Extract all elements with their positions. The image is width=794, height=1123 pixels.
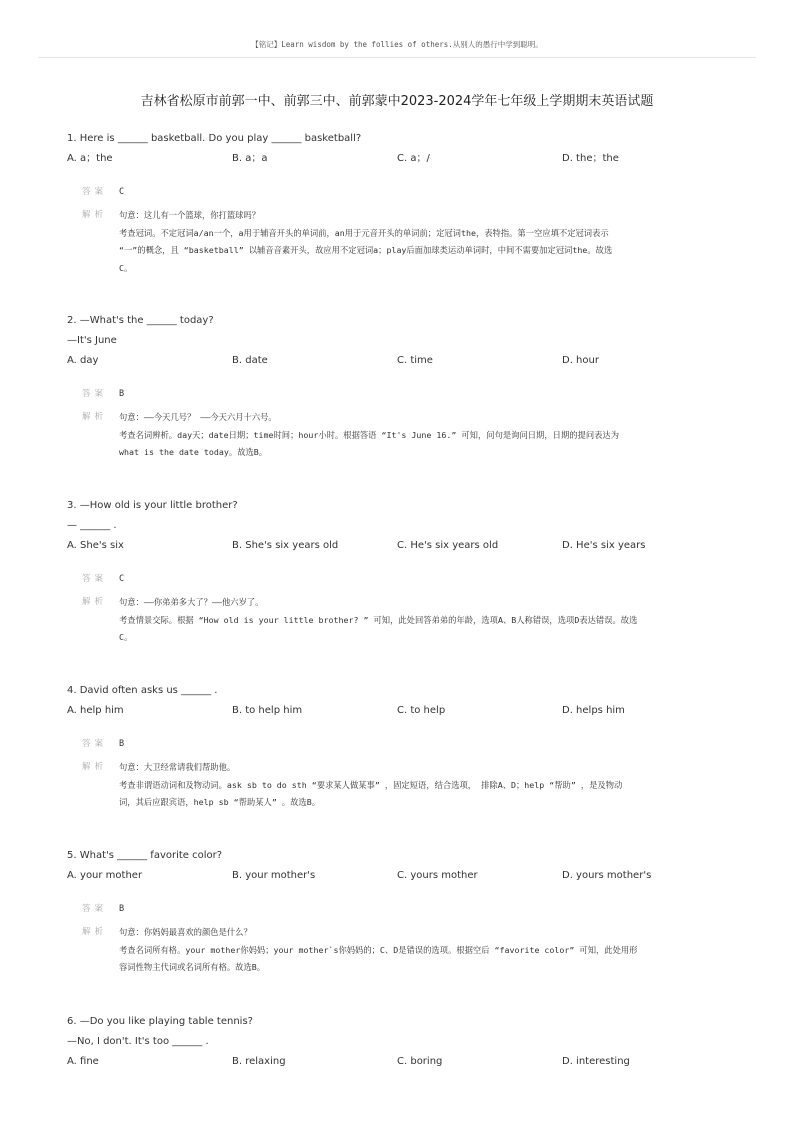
- explanation-line: 词，其后应跟宾语，help sb “帮助某人” 。故选B。: [119, 797, 320, 807]
- question-stem-line-2: —It's June: [67, 335, 117, 346]
- option-a[interactable]: A. a；the: [67, 153, 113, 164]
- option-d[interactable]: D. the；the: [562, 153, 619, 164]
- option-a[interactable]: A. help him: [67, 705, 124, 716]
- explanation-line: 考查情景交际。根据 “How old is your little brother? ” 可知，此处回答弟弟的年龄，选项A、B人称错误，选项D表达错误。故选: [119, 614, 638, 625]
- option-d[interactable]: D. He's six years: [562, 540, 646, 551]
- option-b[interactable]: B. your mother's: [232, 870, 316, 881]
- option-c[interactable]: C. yours mother: [397, 870, 478, 881]
- explanation-block: [67, 759, 717, 812]
- answer-row: [67, 183, 717, 201]
- question-stem: 2. —What's the ______ today?: [67, 315, 214, 326]
- answer-label: 答案: [82, 904, 108, 914]
- option-a[interactable]: A. fine: [67, 1056, 99, 1067]
- answer-label: 答案: [82, 574, 108, 584]
- option-c[interactable]: C. boring: [397, 1056, 443, 1067]
- explanation-line: 句意：你妈妈最喜欢的颜色是什么？: [119, 927, 252, 937]
- option-a[interactable]: A. She's six: [67, 540, 124, 551]
- explanation-label: 解析: [82, 597, 108, 607]
- explanation-label: 解析: [82, 210, 108, 220]
- explanation-line: 句意：——今天几号？ ——今天六月十六号。: [119, 412, 277, 422]
- option-d[interactable]: D. interesting: [562, 1056, 630, 1067]
- options-row: [67, 866, 717, 886]
- answer-label: 答案: [82, 187, 108, 197]
- explanation-line: what is the date today。故选B。: [119, 447, 268, 457]
- question-stem: 5. What's ______ favorite color?: [67, 850, 223, 861]
- explanation-label: 解析: [82, 412, 108, 422]
- answer-label: 答案: [82, 739, 108, 749]
- explanation-line: 考查冠词。不定冠词a/an一个，a用于辅音开头的单词前，an用于元音开头的单词前；定冠词the，表特指。第一空应填不定冠词表示: [119, 227, 609, 238]
- option-d[interactable]: D. helps him: [562, 705, 625, 716]
- explanation-block: [67, 409, 717, 462]
- explanation-line: “一”的概念，且 “basketball” 以辅音音素开头，故应用不定冠词a；play后面加球类运动单词时，中间不需要加定冠词the。故选: [119, 245, 613, 255]
- option-d[interactable]: D. yours mother's: [562, 870, 652, 881]
- options-row: [67, 701, 717, 721]
- answer-label: 答案: [82, 389, 108, 399]
- explanation-label: 解析: [82, 762, 108, 772]
- question-2: [67, 311, 717, 462]
- explanation-line: 句意：——你弟弟多大了？——他六岁了。: [119, 597, 264, 607]
- answer-value: B: [119, 739, 125, 749]
- option-a[interactable]: A. your mother: [67, 870, 143, 881]
- answer-row: [67, 385, 717, 403]
- option-b[interactable]: B. a；a: [232, 153, 268, 164]
- question-5: [67, 846, 717, 977]
- page-title: 吉林省松原市前郭一中、前郭三中、前郭蒙中2023-2024学年七年级上学期期末英语试题: [140, 94, 654, 109]
- option-a[interactable]: A. day: [67, 355, 99, 366]
- explanation-block: [67, 594, 717, 647]
- question-stem: 4. David often asks us ______ .: [67, 685, 218, 696]
- explanation-block: [67, 924, 717, 977]
- question-1: [67, 129, 717, 277]
- option-c[interactable]: C. a；/: [397, 153, 430, 164]
- option-b[interactable]: B. She's six years old: [232, 540, 339, 551]
- question-stem-line-2: — ______ .: [67, 520, 117, 531]
- options-row: [67, 351, 717, 371]
- header-divider: [38, 57, 756, 58]
- answer-value: B: [119, 904, 125, 914]
- option-b[interactable]: B. date: [232, 355, 268, 366]
- answer-value: B: [119, 389, 125, 399]
- answer-value: C: [119, 574, 125, 584]
- answer-row: [67, 570, 717, 588]
- answer-row: [67, 735, 717, 753]
- question-3: [67, 496, 717, 647]
- question-6: [67, 1012, 717, 1072]
- options-row: [67, 149, 717, 169]
- explanation-label: 解析: [82, 927, 108, 937]
- question-stem: 3. —How old is your little brother?: [67, 500, 238, 511]
- options-row: [67, 1052, 717, 1072]
- explanation-line: 句意：大卫经常请我们帮助他。: [119, 762, 236, 772]
- option-c[interactable]: C. He's six years old: [397, 540, 499, 551]
- option-d[interactable]: D. hour: [562, 355, 599, 366]
- explanation-line: 句意：这儿有一个篮球，你打篮球吗？: [119, 210, 261, 220]
- explanation-line: C。: [119, 632, 133, 642]
- explanation-line: 考查名词所有格。your mother你妈妈；your mother`s你妈妈的；C、D是错误的选项。根据空后 “favorite color” 可知，此处用形: [119, 944, 638, 955]
- option-c[interactable]: C. time: [397, 355, 433, 366]
- answer-row: [67, 900, 717, 918]
- header-motto: 【铭记】Learn wisdom by the follies of others.从别人的愚行中学到聪明。: [251, 40, 543, 49]
- explanation-block: [67, 207, 717, 277]
- answer-value: C: [119, 187, 125, 197]
- explanation-line: 考查非谓语动词和及物动词。ask sb to do sth “要求某人做某事” ，固定短语，结合选项， 排除A、D；help “帮助” ，是及物动: [119, 779, 623, 790]
- explanation-line: 考查名词辨析。day天；date日期；time时间；hour小时。根据答语 “It's June 16.” 可知，问句是询问日期，日期的提问表达为: [119, 429, 620, 440]
- question-stem-line-2: —No, I don't. It's too ______ .: [67, 1036, 209, 1047]
- question-stem: 6. —Do you like playing table tennis?: [67, 1016, 253, 1027]
- options-row: [67, 536, 717, 556]
- question-4: [67, 681, 717, 812]
- explanation-line: 容词性物主代词或名词所有格。故选B。: [119, 962, 266, 972]
- option-b[interactable]: B. relaxing: [232, 1056, 286, 1067]
- explanation-line: C。: [119, 262, 133, 273]
- option-b[interactable]: B. to help him: [232, 705, 303, 716]
- question-stem: 1. Here is ______ basketball. Do you play ______ basketball?: [67, 133, 362, 144]
- option-c[interactable]: C. to help: [397, 705, 446, 716]
